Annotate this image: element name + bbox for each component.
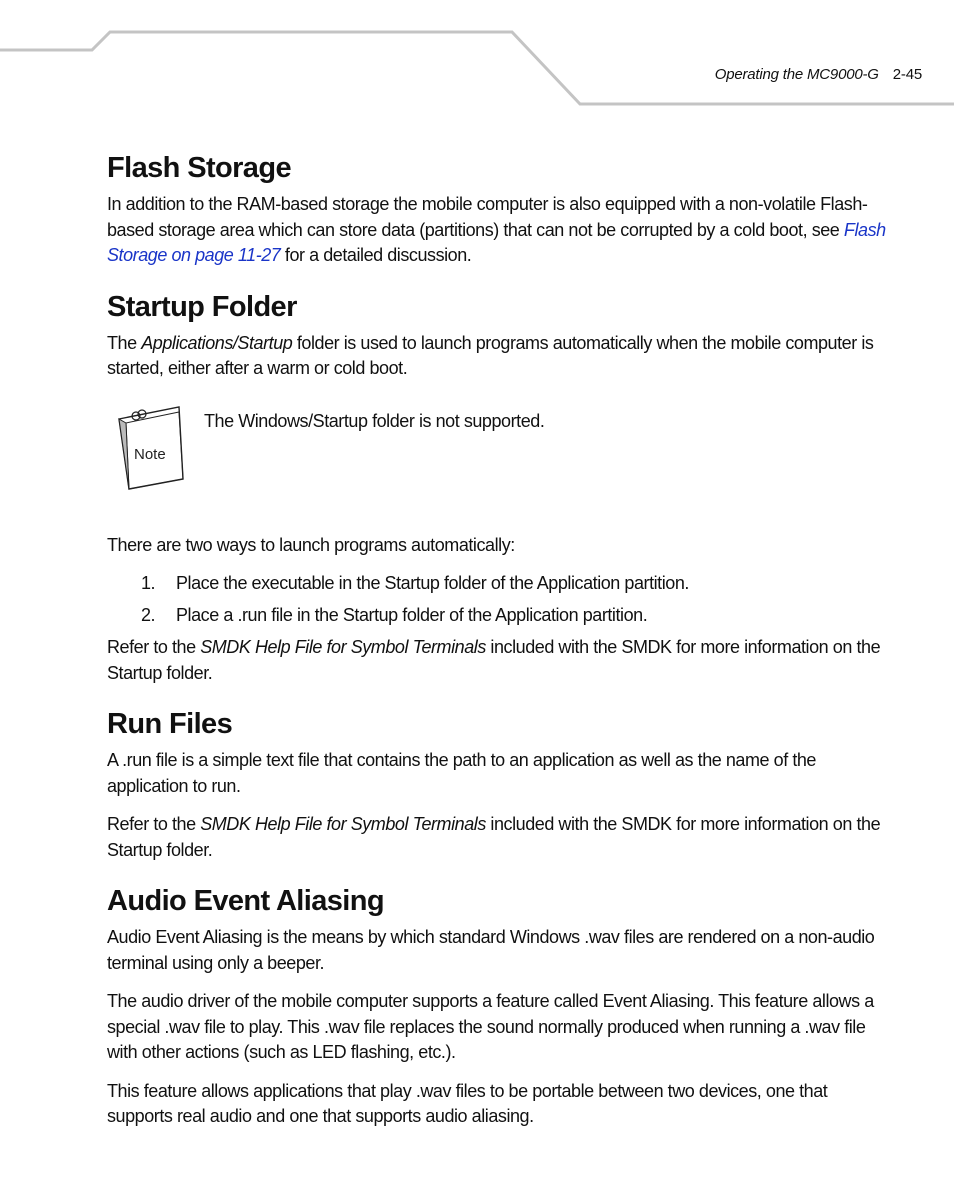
page-number: 2-45 (892, 66, 922, 83)
page-content (107, 150, 892, 1143)
header-decoration (0, 0, 954, 110)
startup-text-a: The (107, 332, 142, 353)
step-text: Place a .run file in the Startup folder of the Application partition. (176, 605, 648, 625)
section-flash-storage (107, 150, 892, 269)
startup-ref-b: included with the SMDK for more information on the Startup folder. (107, 637, 881, 683)
flash-storage-link[interactable]: Flash Storage on page 11-27 (107, 219, 886, 265)
run-ref-a: Refer to the (107, 814, 201, 834)
note-text: The Windows/Startup folder is not supported. (204, 410, 545, 431)
audio-paragraph-2: The audio driver of the mobile computer supports a feature called Event Aliasing. This feature allows a special .wav file to play. This .wav file replaces the sound normally produced when running a .wav file with other actions (such as LED flashing, etc.). (107, 991, 874, 1062)
note-label: Note (134, 445, 166, 463)
run-ref-title: SMDK Help File for Symbol Terminals (200, 814, 486, 834)
running-header-title: Operating the MC9000-G (714, 66, 879, 83)
step-number: 2. (141, 605, 156, 625)
section-run-files (107, 706, 892, 863)
step-text: Place the executable in the Startup folder of the Application partition. (176, 573, 689, 593)
flash-paragraph (107, 192, 892, 269)
heading-flash-storage: Flash Storage (107, 152, 291, 184)
startup-paragraph-2: There are two ways to launch programs automatically: (107, 534, 515, 555)
note-callout (107, 395, 892, 507)
flash-text-a: In addition to the RAM-based storage the mobile computer is also equipped with a non-volatile Flash-based storage area which can store data (partitions) that can not be corrupted by a cold boot, see (107, 194, 868, 240)
section-audio-event-aliasing (107, 883, 892, 1130)
startup-folder-name: Applications/Startup (141, 332, 293, 353)
run-paragraph-2 (107, 812, 892, 863)
startup-paragraph-3 (107, 635, 892, 686)
run-paragraph-1: A .run file is a simple text file that contains the path to an application as well as the name of the application to run. (107, 750, 816, 796)
run-ref-b: included with the SMDK for more information on the Startup folder. (107, 814, 881, 860)
heading-audio-event-aliasing: Audio Event Aliasing (107, 885, 384, 917)
section-startup-folder (107, 289, 892, 687)
startup-ref-title: SMDK Help File for Symbol Terminals (200, 637, 486, 657)
running-header (715, 66, 922, 83)
audio-paragraph-3: This feature allows applications that play .wav files to be portable between two devices, one that supports real audio and one that supports audio aliasing. (107, 1080, 828, 1126)
startup-text-b: folder is used to launch programs automatically when the mobile computer is started, either after a warm or cold boot. (107, 332, 874, 378)
audio-paragraph-1: Audio Event Aliasing is the means by which standard Windows .wav files are rendered on a non-audio terminal using only a beeper. (107, 927, 875, 973)
startup-steps-list (107, 571, 892, 628)
startup-paragraph-1 (107, 331, 892, 382)
heading-startup-folder: Startup Folder (107, 290, 297, 323)
startup-ref-a: Refer to the (107, 637, 201, 657)
flash-text-b: for a detailed discussion. (280, 245, 472, 265)
heading-run-files: Run Files (107, 708, 233, 740)
step-number: 1. (141, 573, 156, 593)
list-item (107, 603, 892, 628)
note-icon (117, 405, 197, 495)
list-item (107, 571, 892, 596)
